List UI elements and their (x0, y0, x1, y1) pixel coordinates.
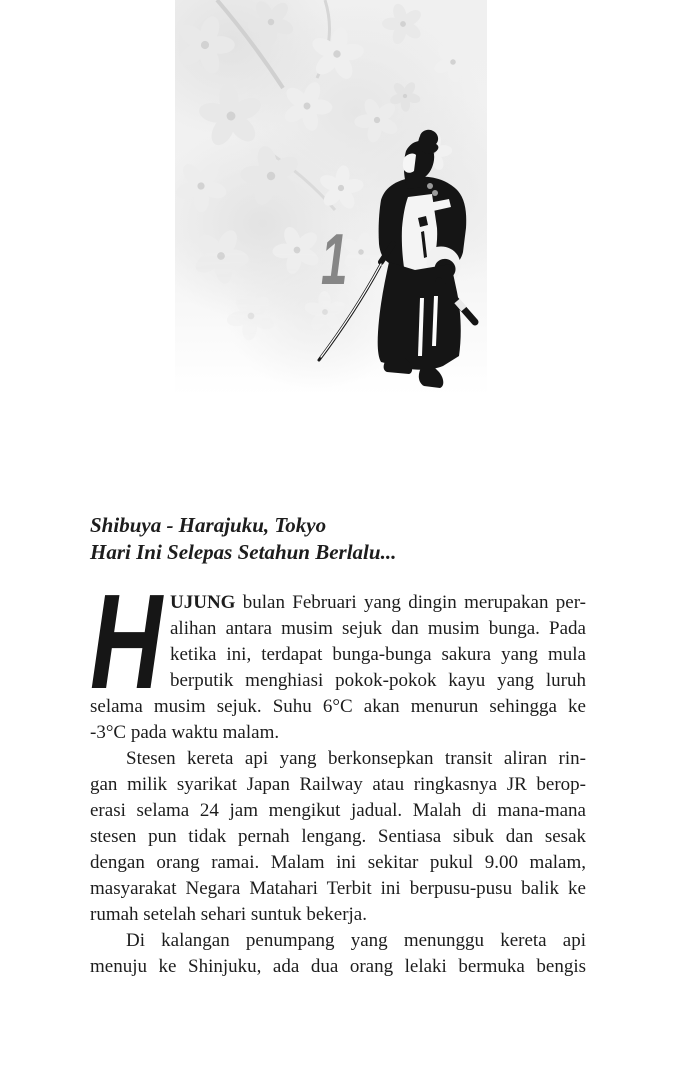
paragraph-3 (90, 928, 586, 980)
scene-time: Hari Ini Selepas Setahun Berlalu... (90, 540, 397, 564)
text-line: rumah setelah sehari suntuk bekerja. (90, 904, 367, 925)
text-line: gan milik syarikat Japan Railway atau ringkasnya JR berop- (90, 774, 586, 795)
drop-cap: H (90, 566, 163, 717)
text-line: dengan orang ramai. Malam ini sekitar pukul 9.00 malam, (90, 852, 586, 873)
text-line: masyarakat Negara Matahari Terbit ini berpusu-pusu balik ke (90, 878, 586, 899)
text-line: stesen pun tidak pernah lengang. Sentiasa sibuk dan sesak (90, 826, 586, 847)
paragraph-1 (90, 566, 586, 746)
text-line: Stesen kereta api yang berkonsepkan transit aliran rin- (126, 748, 586, 769)
scene-location: Shibuya - Harajuku, Tokyo (90, 513, 327, 537)
text-line: menuju ke Shinjuku, ada dua orang lelaki bermuka bengis (90, 956, 586, 977)
lead-rest: bulan Februari yang dingin merupakan per- (235, 592, 586, 613)
text-line (90, 590, 586, 616)
lead-word: UJUNG (170, 592, 236, 613)
text-line: ketika ini, terdapat bunga-bunga sakura yang mula (170, 644, 586, 665)
paragraph-2 (90, 746, 586, 928)
text-line: alihan antara musim sejuk dan musim bunga. Pada (170, 618, 586, 639)
text-line: Di kalangan penumpang yang menunggu kereta api (126, 930, 586, 951)
text-line: berputik menghiasi pokok-pokok kayu yang luruh (170, 670, 586, 691)
text-column (90, 512, 586, 980)
scene-heading (90, 512, 586, 566)
text-line: erasi selama 24 jam mengikut jadual. Malah di mana-mana (90, 800, 586, 821)
text-line: -3°C pada waktu malam. (90, 722, 280, 743)
chapter-illustration (175, 0, 487, 430)
chapter-number: 1 (321, 220, 348, 300)
text-line: selama musim sejuk. Suhu 6°C akan menurun sehingga ke (90, 696, 586, 717)
samurai-silhouette-image (175, 0, 487, 430)
